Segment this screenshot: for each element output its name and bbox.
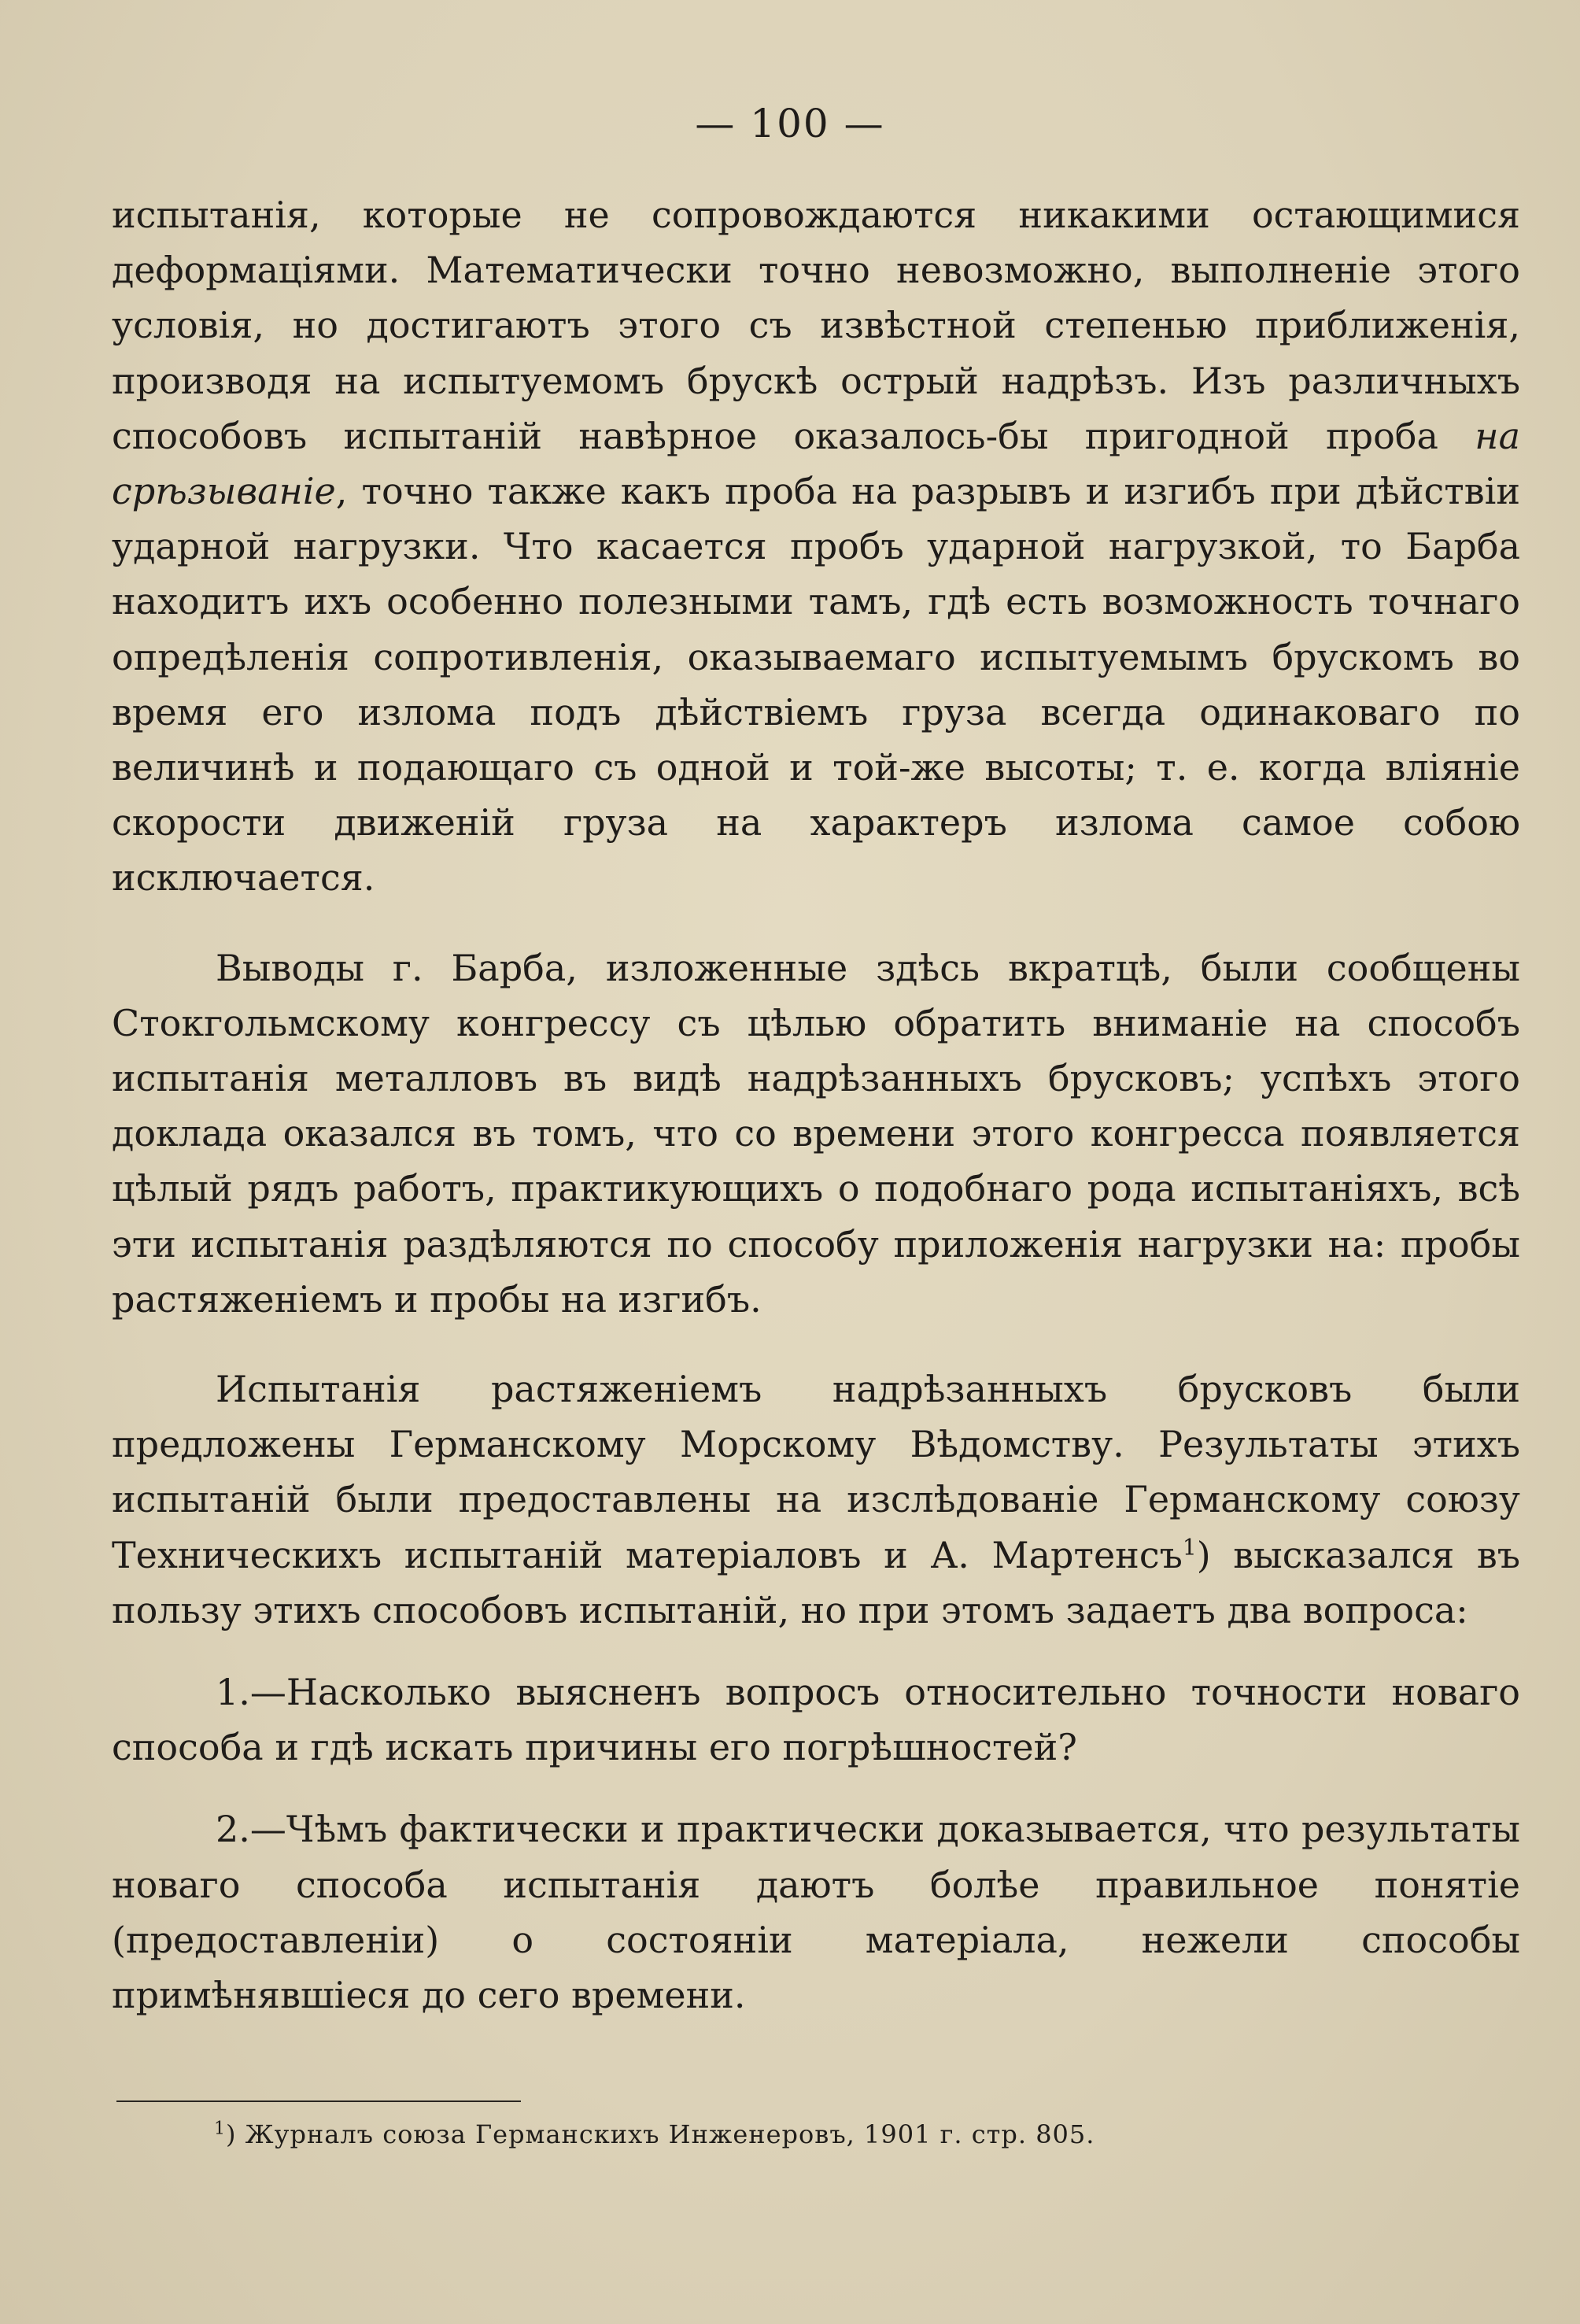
paragraph-1 [112,187,1520,906]
question-2: 2.—Чѣмъ фактически и практически доказывается, что результаты новаго способа испытанія даютъ болѣе правильное понятіе (предоставленіи) о состояніи матеріала, нежели способы примѣнявшіеся до сего времени. [112,1808,1520,2017]
paragraph-3-text-cont: ) высказался въ пользу этихъ способовъ испытаній, но при этомъ задаетъ два вопроса: [112,1533,1520,1631]
paragraph-1-italic: на срѣзываніе [112,414,1520,513]
paragraph-2: Выводы г. Барба, изложенные здѣсь вкратцѣ, были сообщены Стокгольмскому конгрессу съ цѣлью обратить вниманіе на способъ испытанія металловъ въ видѣ надрѣзанныхъ брусковъ; успѣхъ этого доклада оказался въ томъ, что со времени этого конгресса появляется цѣлый рядъ работъ, практикующихъ о подобнаго рода испытаніяхъ, всѣ эти испытанія раздѣляются по способу приложенія нагрузки на: пробы растяженіемъ и пробы на изгибъ. [112,946,1520,1321]
page-body [112,187,1520,2023]
footnote-divider [116,2100,521,2102]
paragraph-3-text: Испытанія растяженіемъ надрѣзанныхъ брусковъ были предложены Германскому Морскому Вѣдомству. Результаты этихъ испытаній были предоставлены на изслѣдованіе Германскому союзу Техническихъ испытаній матеріаловъ и А. Мартенсъ [112,1368,1520,1576]
page-number: — 100 — [695,101,885,146]
footnote-mark: 1 [214,2119,226,2139]
paragraph-3 [112,1362,1520,1638]
question-1: 1.—Насколько выясненъ вопросъ относительно точности новаго способа и гдѣ искать причины его погрѣшностей? [112,1671,1520,1769]
paragraph-1-text-cont: , точно также какъ проба на разрывъ и изгибъ при дѣйствіи ударной нагрузки. Что касается пробъ ударной нагрузкой, то Барба находитъ ихъ особенно полезными тамъ, гдѣ есть возможность точнаго опредѣленія сопротивленія, оказываемаго испытуемымъ брускомъ во время его излома подъ дѣйствіемъ груза всегда одинаковаго по величинѣ и подающаго съ одной и той-же высоты; т. е. когда вліяніе скорости движеній груза на характеръ излома самое собою исключается. [112,470,1520,900]
footnote [214,2117,1473,2152]
footnote-text: ) Журналъ союза Германскихъ Инженеровъ, 1901 г. стр. 805. [226,2119,1095,2149]
paragraph-1-text: испытанія, которые не сопровождаются никакими остающимися деформаціями. Математически точно невозможно, выполненіе этого условія, но достигаютъ этого съ извѣстной степенью приближенія, производя на испытуемомъ брускѣ острый надрѣзъ. Изъ различныхъ способовъ испытаній навѣрное оказалось-бы пригодной проба [112,194,1520,457]
footnote-reference: 1 [1182,1534,1197,1561]
